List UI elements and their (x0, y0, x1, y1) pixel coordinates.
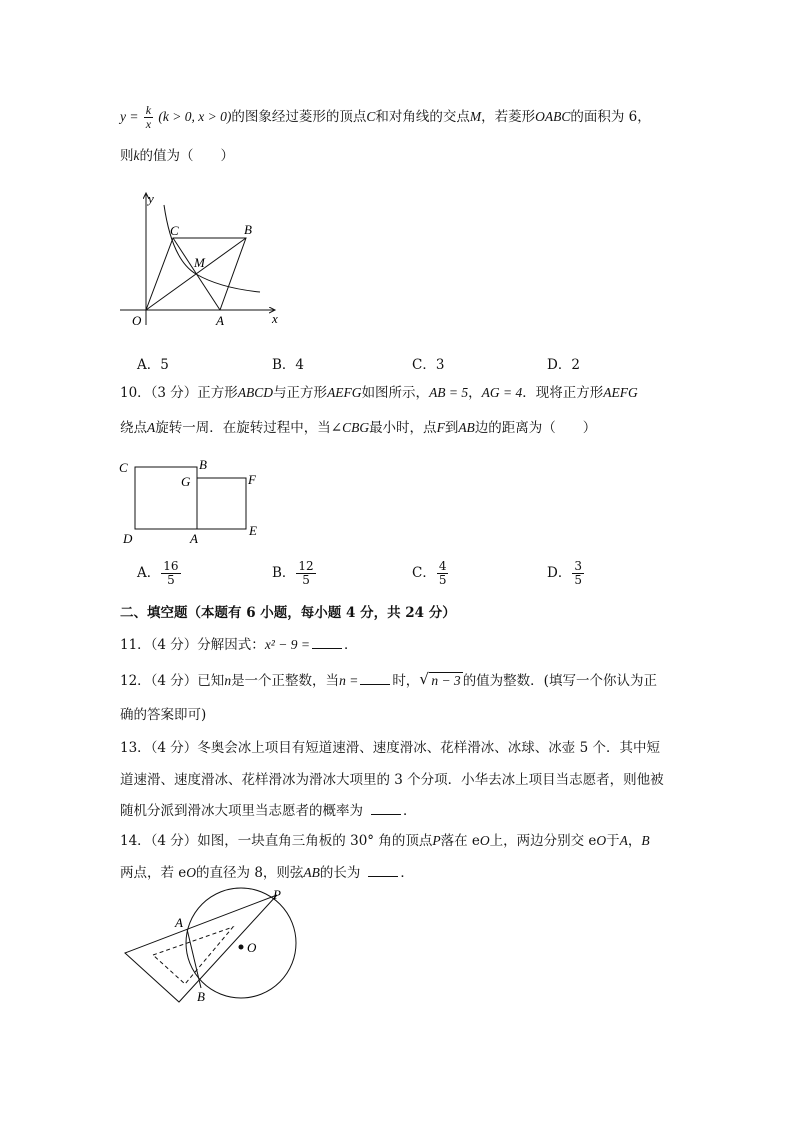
q14-label-b: B (197, 989, 205, 1004)
section-title-fill-in: 二、填空题（本题有 6 小题，每小题 4 分，共 24 分） (120, 605, 456, 621)
q9-option-b[interactable]: B．4 (272, 357, 305, 373)
q9-label-x: x (272, 311, 278, 326)
q10-figure (115, 455, 275, 550)
q10-label-a: A (190, 531, 198, 546)
q10-label-c: C (119, 460, 128, 475)
q14-label-a: A (175, 915, 183, 930)
q9-label-y: y (148, 191, 154, 206)
q9-line2: 则k的值为（ ） (120, 148, 234, 164)
q10-label-d: D (123, 531, 133, 546)
q10-option-d[interactable]: D． $\frac{3}{5}$ (547, 559, 582, 587)
q11-line: 11．（4 分）分解因式：x² − 9 = ． (120, 637, 358, 653)
q13-line2: 道速滑、速度滑冰、花样滑冰为滑冰大项里的 3 个分项．小华去冰上项目当志愿者，则他被 (120, 772, 664, 788)
q12-answer-blank[interactable] (360, 672, 390, 685)
q14-circle (186, 888, 296, 998)
q10-square-aefg (197, 478, 246, 529)
q9-label-o: O (132, 313, 142, 328)
q13-line1: 13．（4 分）冬奥会冰上项目有短道速滑、速度滑冰、花样滑冰、冰球、冰壶 5 个．其中短 (120, 740, 660, 756)
q11-answer-blank[interactable] (312, 636, 342, 649)
q10-label-e: E (249, 523, 257, 538)
q9-line1: y = $\frac{k}{x}$ (k > 0, x > 0)的图象经过菱形的顶点C和对角线的交点M，若菱形OABC的面积为 6， (120, 103, 651, 131)
q12-sqrt: √ n − 3 (419, 670, 461, 688)
q14-chord-ab (187, 929, 201, 988)
q9-label-a: A (216, 313, 224, 328)
q9-condition: (k > 0, x > 0) (158, 109, 232, 124)
q9-label-c: C (170, 223, 179, 238)
q9-label-b: B (244, 222, 252, 237)
q9-hyperbola (164, 205, 260, 292)
q9-label-m: M (194, 255, 205, 270)
q10-label-b: B (199, 457, 207, 472)
q12-line2: 确的答案即可) (120, 707, 207, 723)
q10-option-c[interactable]: C． $\frac{4}{5}$ (412, 559, 447, 587)
q10-option-b[interactable]: B． $\frac{12}{5}$ (272, 559, 314, 587)
q12-line1: 12．（4 分）已知n是一个正整数，当n = 时， √ n − 3 的值为整数．(填写一个你认为正 (120, 670, 657, 689)
q10-line2: 绕点A旋转一周．在旋转过程中，当∠CBG最小时，点F到AB边的距离为（ ） (120, 420, 597, 436)
q14-answer-blank[interactable] (368, 864, 398, 877)
q9-option-a[interactable]: A．5 (137, 357, 169, 373)
q9-fraction: $\frac{k}{x}$ (145, 103, 152, 131)
q13-line3: 随机分派到滑冰大项里当志愿者的概率为 ． (120, 803, 417, 819)
q14-label-o: O (247, 940, 257, 955)
q10-option-a[interactable]: A． $\frac{16}{5}$ (137, 559, 179, 587)
q9-formula-lhs: y = (120, 109, 139, 124)
q9-figure (110, 185, 290, 330)
q14-center-dot (239, 945, 244, 950)
q14-label-p: P (273, 887, 281, 902)
q14-line1: 14．（4 分）如图，一块直角三角板的 30° 角的顶点P落在 eO上，两边分别交 eO于A，B (120, 833, 650, 849)
q13-answer-blank[interactable] (371, 802, 401, 815)
q14-figure (115, 885, 315, 1015)
q9-option-d[interactable]: D．2 (547, 357, 580, 373)
q10-line1: 10．（3 分）正方形ABCD与正方形AEFG如图所示，AB = 5，AG = 4．现将正方形AEFG (120, 385, 638, 401)
q9-option-c[interactable]: C．3 (412, 357, 445, 373)
q10-label-g: G (181, 474, 191, 489)
q10-label-f: F (248, 472, 256, 487)
q14-line2: 两点，若 eO的直径为 8，则弦AB的长为 ． (120, 865, 414, 881)
